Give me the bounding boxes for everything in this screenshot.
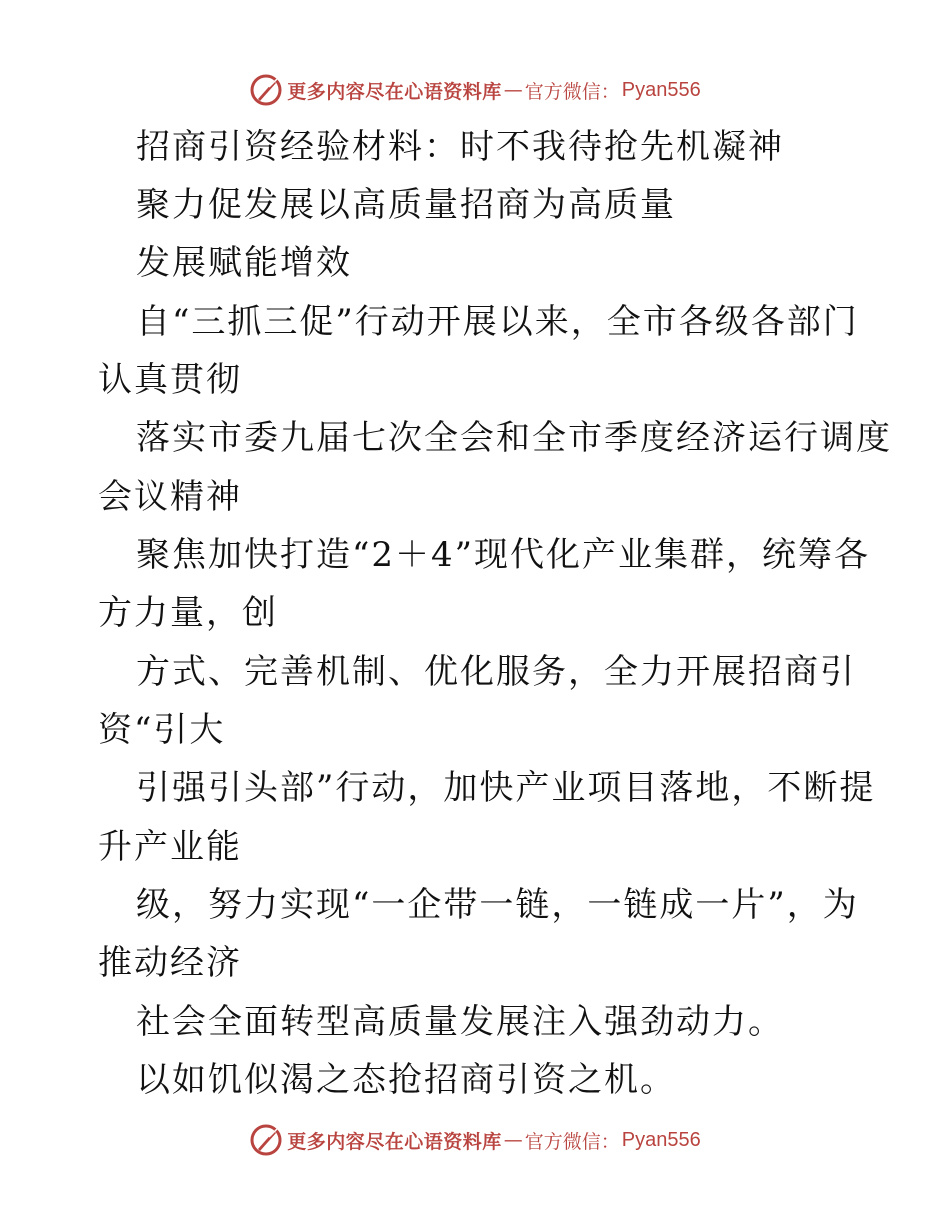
text-line: 以如饥似渴之态抢招商引资之机。 xyxy=(136,1060,676,1100)
watermark-official-label: 官方微信： xyxy=(524,1130,620,1153)
text-line: 级，努力实现“一企带一链，一链成一片”，为 xyxy=(136,885,859,925)
watermark-separator: — xyxy=(503,79,523,101)
text-line: 社会全面转型高质量发展注入强劲动力。 xyxy=(136,1002,784,1042)
text-line: 认真贯彻 xyxy=(98,360,242,400)
text-line: 自“三抓三促”行动开展以来，全市各级各部门 xyxy=(136,302,859,342)
title-line-3: 发展赋能增效 xyxy=(136,243,352,283)
watermark-text: 更多内容尽在心语资料库 xyxy=(287,1130,502,1153)
text-line: 聚焦加快打造“2＋4”现代化产业集群，统筹各 xyxy=(136,535,871,575)
title-line-2: 聚力促发展以高质量招商为高质量 xyxy=(136,185,676,225)
text-line: 升产业能 xyxy=(98,827,242,867)
watermark-separator: — xyxy=(503,1129,523,1151)
watermark-footer xyxy=(0,1120,950,1160)
watermark-account: Pyan556 xyxy=(621,78,701,101)
quill-logo-icon xyxy=(249,73,283,107)
watermark-account: Pyan556 xyxy=(621,1128,701,1151)
text-line: 引强引头部”行动，加快产业项目落地，不断提 xyxy=(136,768,876,808)
text-line: 落实市委九届七次全会和全市季度经济运行调度 xyxy=(136,418,892,458)
quill-logo-icon xyxy=(249,1123,283,1157)
watermark-header xyxy=(0,70,950,110)
text-line: 推动经济 xyxy=(98,943,242,983)
watermark-official-label: 官方微信： xyxy=(524,80,620,103)
watermark-text: 更多内容尽在心语资料库 xyxy=(287,80,502,103)
title-line-1: 招商引资经验材料：时不我待抢先机凝神 xyxy=(136,127,784,167)
text-line: 方力量，创 xyxy=(98,593,278,633)
text-line: 会议精神 xyxy=(98,477,242,517)
text-line: 资“引大 xyxy=(98,710,226,750)
text-line: 方式、完善机制、优化服务，全力开展招商引 xyxy=(136,652,856,692)
